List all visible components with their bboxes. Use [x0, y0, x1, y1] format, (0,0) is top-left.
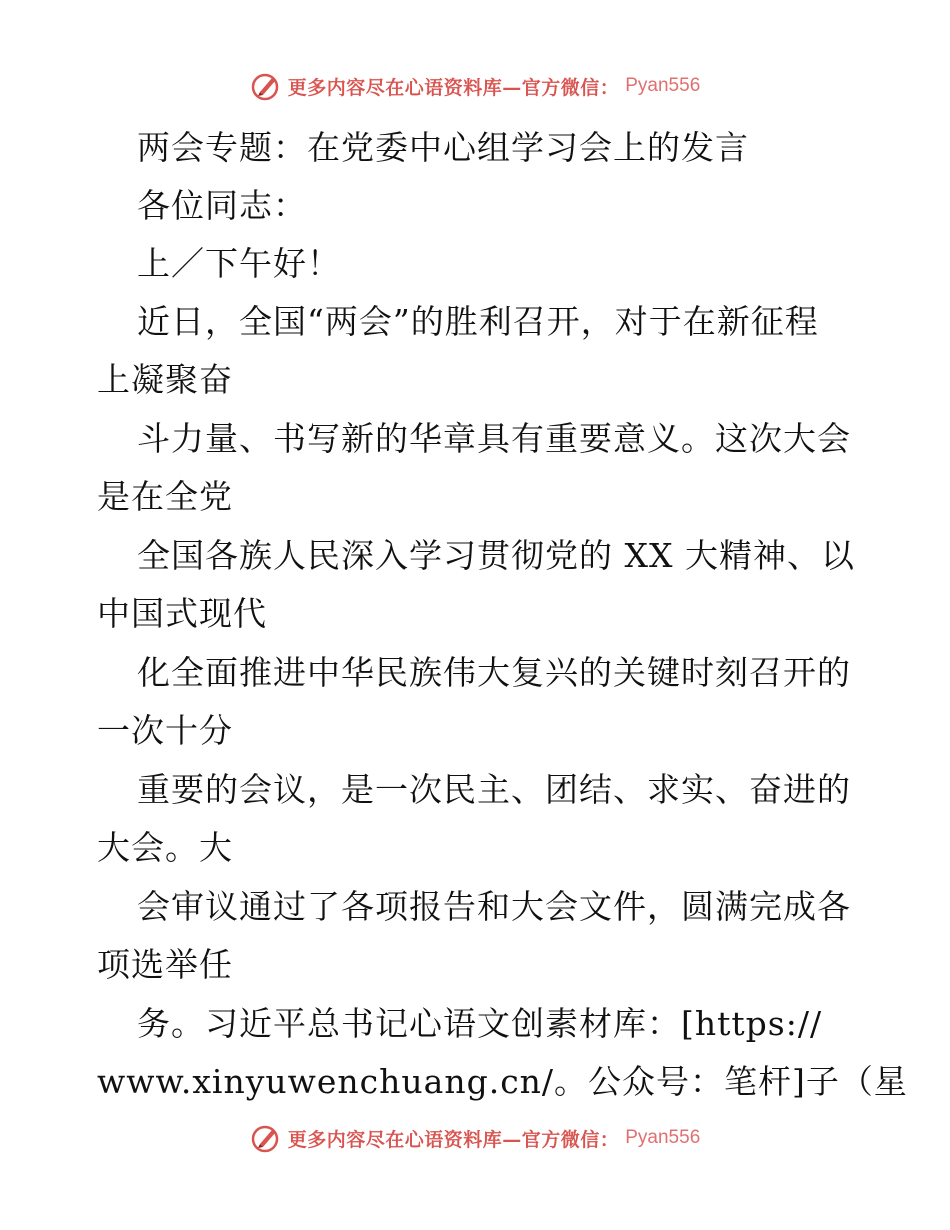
watermark-header: [0, 70, 950, 102]
paragraph-line: 一次十分: [97, 711, 233, 750]
document-title: 两会专题：在党委中心组学习会上的发言: [137, 128, 749, 167]
paragraph-line: 务。习近平总书记心语文创素材库：[https://: [137, 1004, 823, 1043]
paragraph-line: 项选举任: [97, 945, 233, 984]
paragraph-line: 斗力量、书写新的华章具有重要意义。这次大会: [137, 419, 851, 458]
salutation: 各位同志：: [137, 186, 307, 225]
paragraph-line: 上凝聚奋: [97, 360, 233, 399]
paragraph-line: 全国各族人民深入学习贯彻党的 XX 大精神、以: [137, 536, 855, 575]
watermark-account: Pyan556: [625, 1127, 701, 1148]
paragraph-line: 大会。大: [97, 828, 233, 867]
paragraph-line: 重要的会议，是一次民主、团结、求实、奋进的: [137, 770, 851, 809]
paragraph-line: 会审议通过了各项报告和大会文件，圆满完成各: [137, 887, 851, 926]
paragraph-line: www.xinyuwenchuang.cn/。公众号：笔杆]子（星: [97, 1062, 908, 1101]
paragraph-line: 中国式现代: [97, 594, 267, 633]
watermark-text: 更多内容尽在心语资料库—官方微信：: [287, 1128, 620, 1151]
paragraph-line: 是在全党: [97, 477, 233, 516]
watermark-footer: [0, 1122, 950, 1154]
greeting: 上／下午好！: [137, 244, 341, 283]
watermark-account: Pyan556: [625, 75, 701, 96]
watermark-logo-icon: [250, 70, 282, 102]
watermark-text: 更多内容尽在心语资料库—官方微信：: [287, 76, 620, 99]
paragraph-line: 近日，全国“两会”的胜利召开，对于在新征程: [137, 302, 819, 341]
paragraph-line: 化全面推进中华民族伟大复兴的关键时刻召开的: [137, 653, 851, 692]
watermark-logo-icon: [250, 1122, 282, 1154]
